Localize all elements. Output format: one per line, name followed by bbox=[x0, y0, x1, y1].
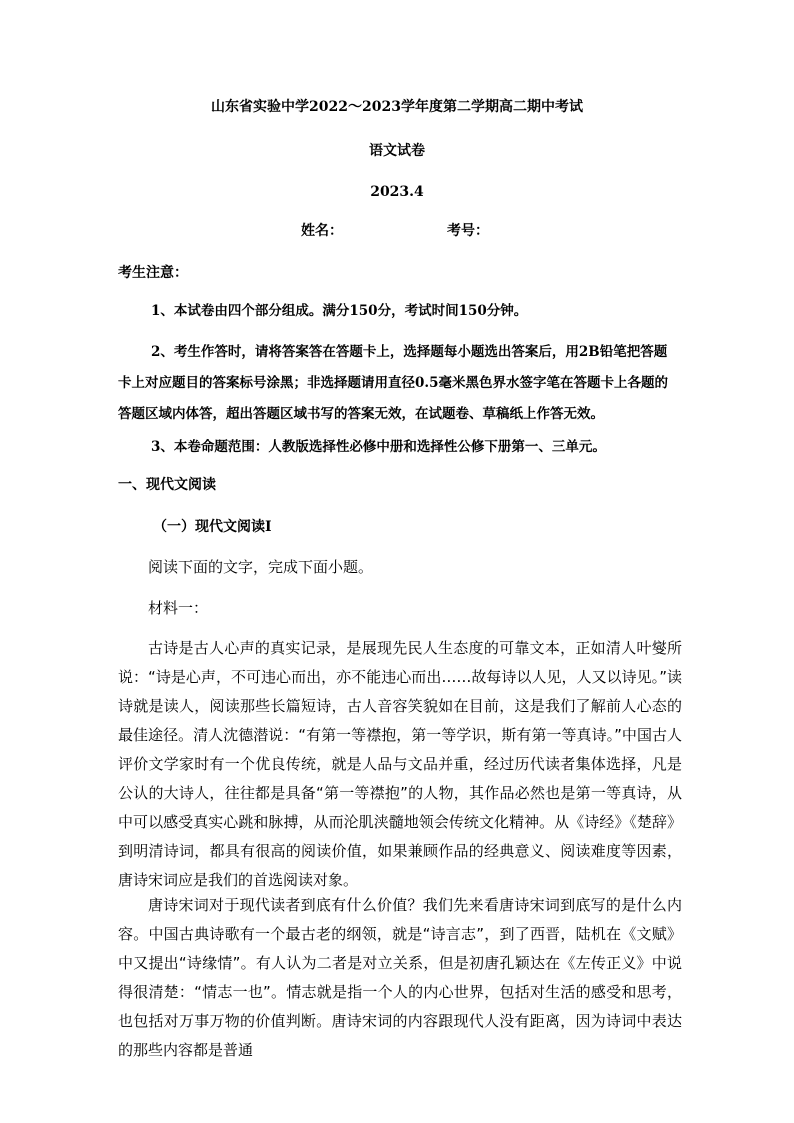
paragraph-1: 古诗是古人心声的真实记录，是展现先民人生态度的可靠文本，正如清人叶燮所说：“诗是心声，不可违心而出，亦不能违心而出……故每诗以人见，人又以诗见。”读诗就是读人，阅读那些长篇短诗，古人音容笑貌如在目前，这是我们了解前人心态的最佳途径。清人沈德潜说：“有第一等襟抱，第一等学识，斯有第一等真诗。”中国古人评价文学家时有一个优良传统，就是人品与文品并重，经过历代读者集体选择，凡是公认的大诗人，往往都是具备“第一等襟抱”的人物，其作品必然也是第一等真诗，从中可以感受真实心跳和脉搏，从而沦肌浃髓地领会传统文化精神。从《诗经》《楚辞》到明清诗词，都具有很高的阅读价值，如果兼顾作品的经典意义、阅读难度等因素，唐诗宋词应是我们的首选阅读对象。 bbox=[118, 639, 682, 889]
note-item-1: 1、本试卷由四个部分组成。满分150分，考试时间150分钟。 bbox=[151, 303, 528, 319]
student-info-line bbox=[301, 220, 489, 240]
subject-title: 语文试卷 bbox=[369, 143, 425, 159]
notes-heading: 考生注意： bbox=[118, 265, 188, 281]
reading-instruction: 阅读下面的文字，完成下面小题。 bbox=[148, 558, 374, 576]
subsection-title: （一）现代文阅读Ⅰ bbox=[153, 519, 272, 535]
section-title: 一、现代文阅读 bbox=[118, 477, 216, 493]
material-label: 材料一： bbox=[148, 599, 209, 617]
exam-title: 山东省实验中学2022～2023学年度第二学期高二期中考试 bbox=[211, 99, 583, 115]
paragraph-2: 唐诗宋词对于现代读者到底有什么价值？我们先来看唐诗宋词到底写的是什么内容。中国古典诗歌有一个最古老的纲领，就是“诗言志”，到了西晋，陆机在《文赋》中又提出“诗缘情”。有人认为二者是对立关系，但是初唐孔颖达在《左传正义》中说得很清楚：“情志一也”。情志就是指一个人的内心世界，包括对生活的感受和思考，也包括对万事万物的价值判断。唐诗宋词的内容跟现代人没有距离，因为诗词中表达的那些内容都是普通 bbox=[118, 896, 682, 1059]
note-item-2: 2、考生作答时，请将答案答在答题卡上，选择题每小题选出答案后，用2B铅笔把答题卡上对应题目的答案标号涂黑；非选择题请用直径0.5毫米黑色界水签字笔在答题卡上各题的答题区域内体答，超出答题区域书写的答案无效，在试题卷、草稿纸上作答无效。 bbox=[118, 344, 668, 422]
number-label: 考号： bbox=[447, 223, 489, 239]
name-label: 姓名： bbox=[301, 223, 343, 239]
exam-date: 2023.4 bbox=[370, 184, 424, 200]
note-item-3: 3、本卷命题范围：人教版选择性必修中册和选择性公修下册第一、三单元。 bbox=[151, 439, 606, 455]
